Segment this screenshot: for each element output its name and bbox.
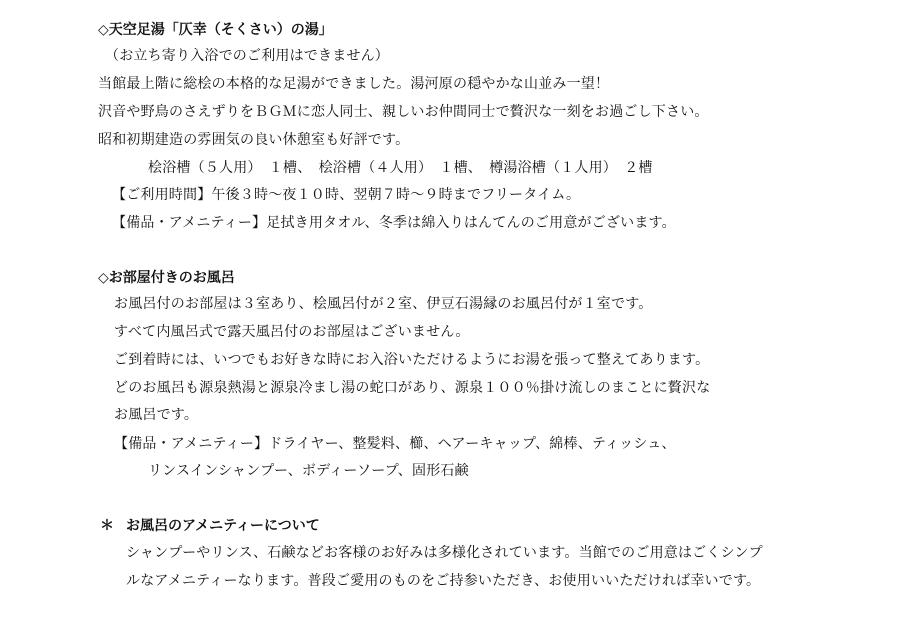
asterisk-marker: ＊ bbox=[100, 518, 114, 534]
footbath-hours: 【ご利用時間】午後３時～夜１０時、翌朝７時～９時までフリータイム。 bbox=[112, 187, 581, 203]
footbath-amenities: 【備品・アメニティー】足拭き用タオル、冬季は綿入りはんてんのご用意がございます。 bbox=[112, 215, 676, 231]
amenity-note-line-2: ルなアメニティーなります。普段ご愛用のものをご持参いただき、お使用いいただければ幸いです。 bbox=[126, 573, 761, 589]
section-heading-room-bath: ◇お部屋付きのお風呂 bbox=[98, 270, 235, 286]
amenity-note-line-1: シャンプーやリンス、石鹸などお客様のお好みは多様化されています。当館でのご用意はごくシンプ bbox=[126, 545, 763, 561]
room-bath-amenities-1: 【備品・アメニティー】ドライヤー、整髪料、櫛、ヘアーキャップ、綿棒、ティッシュ、 bbox=[114, 436, 676, 452]
footbath-line-2: 沢音や野鳥のさえずりをＢＧＭに恋人同士、親しいお仲間同士で贅沢な一刻をお過ごし下さい。 bbox=[98, 104, 709, 120]
section-heading-amenity-note: お風呂のアメニティーについて bbox=[126, 518, 320, 534]
room-bath-line-1: お風呂付のお部屋は３室あり、桧風呂付が２室、伊豆石湯縁のお風呂付が１室です。 bbox=[114, 296, 653, 312]
room-bath-line-5: お風呂です。 bbox=[114, 407, 199, 423]
room-bath-line-4: どのお風呂も源泉熱湯と源泉冷まし湯の蛇口があり、源泉１００％掛け流しのまことに贅沢な bbox=[114, 380, 711, 396]
room-bath-line-2: すべて内風呂式で露天風呂付のお部屋はございません。 bbox=[114, 324, 470, 340]
footbath-line-3: 昭和初期建造の雰囲気の良い休憩室も好評です。 bbox=[98, 132, 410, 148]
footbath-line-1: 当館最上階に総桧の本格的な足湯ができました。湯河原の穏やかな山並み一望！ bbox=[98, 76, 610, 92]
section-heading-footbath: ◇天空足湯「仄幸（そくさい）の湯」 bbox=[98, 22, 333, 38]
footbath-note: （お立ち寄り入浴でのご利用はできません） bbox=[105, 48, 389, 64]
room-bath-line-3: ご到着時には、いつでもお好きな時にお入浴いただけるようにお湯を張って整えてあります。 bbox=[114, 352, 710, 368]
footbath-tubs: 桧浴槽（５人用） １槽、 桧浴槽（４人用） １槽、 樽湯浴槽（１人用） ２槽 bbox=[148, 160, 653, 176]
room-bath-amenities-2: リンスインシャンプー、ボディーソープ、固形石鹸 bbox=[148, 463, 469, 479]
